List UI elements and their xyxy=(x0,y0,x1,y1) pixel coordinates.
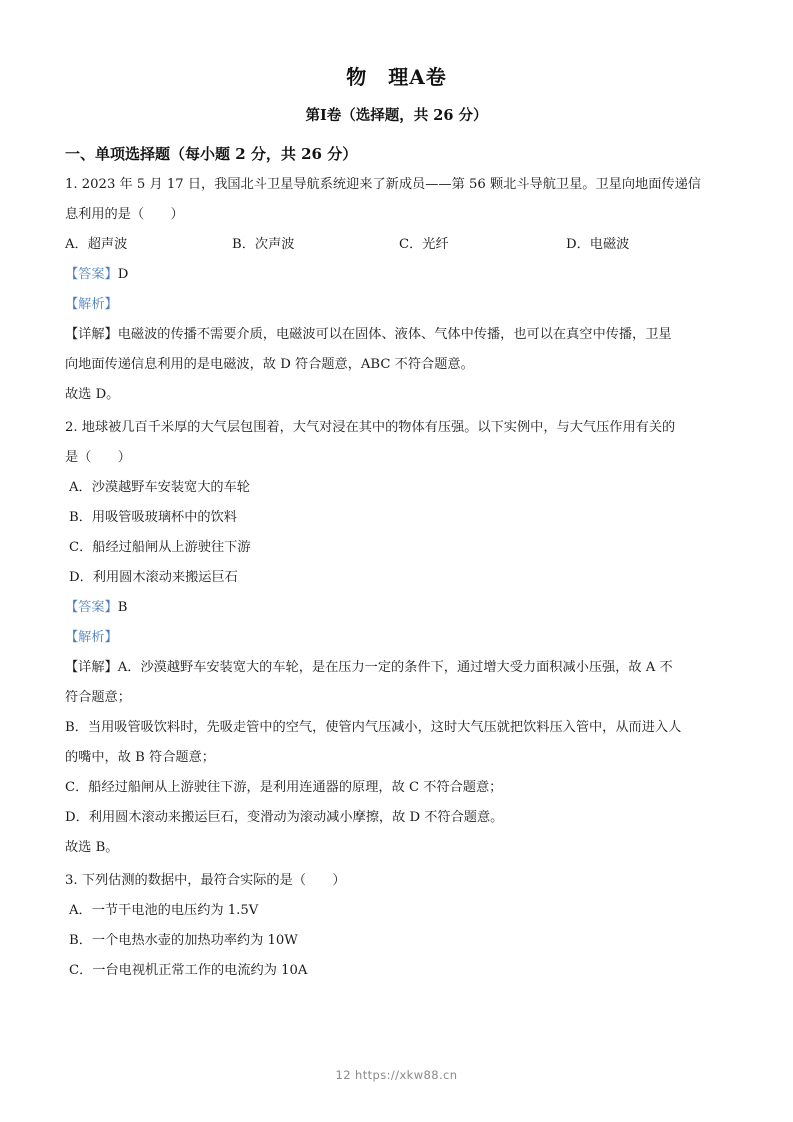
question-1-answer-value: D xyxy=(117,267,129,282)
answer-marker: 【答案】 xyxy=(65,267,118,282)
question-1-option-d[interactable]: D．电磁波 xyxy=(566,237,630,252)
question-1-option-a[interactable]: A．超声波 xyxy=(65,237,128,252)
question-2-detail-text-1: A．沙漠越野车安装宽大的车轮，是在压力一定的条件下，通过增大受力面积减小压强，故 A 不 xyxy=(117,660,673,675)
question-3-option-b[interactable]: B．一个电热水壶的加热功率约为 10W xyxy=(69,933,298,948)
question-2-option-a[interactable]: A．沙漠越野车安装宽大的车轮 xyxy=(69,480,250,495)
question-1-stem-line-1: 1. 2023 年 5 月 17 日，我国北斗卫星导航系统迎来了新成员——第 56 颗北斗导航卫星。卫星向地面传递信 xyxy=(65,177,701,192)
analysis-marker: 【解析】 xyxy=(65,297,118,312)
question-1-option-b[interactable]: B．次声波 xyxy=(232,237,295,252)
question-1-stem-line-2: 息利用的是（ ） xyxy=(65,207,184,222)
question-2-option-c[interactable]: C．船经过船闸从上游驶往下游 xyxy=(69,540,251,555)
question-2-detail-line-5: C．船经过船闸从上游驶往下游，是利用连通器的原理，故 C 不符合题意； xyxy=(65,780,503,795)
page-footer-watermark: 12 https://xkw88.cn xyxy=(335,1068,458,1082)
question-2-answer-line xyxy=(65,593,728,623)
question-2 xyxy=(65,410,728,863)
answer-marker: 【答案】 xyxy=(65,600,118,615)
question-1-answer-line xyxy=(65,260,728,290)
question-2-answer-value: B xyxy=(117,600,128,615)
analysis-marker: 【解析】 xyxy=(65,630,118,645)
section-heading-multiple-choice: 一、单项选择题（每小题 2 分，共 26 分） xyxy=(65,145,358,163)
question-2-option-b[interactable]: B．用吸管吸玻璃杯中的饮料 xyxy=(69,510,237,525)
question-2-option-d[interactable]: D．利用圆木滚动来搬运巨石 xyxy=(69,570,238,585)
question-1-detail-line-3: 故选 D。 xyxy=(65,387,120,402)
question-1 xyxy=(65,167,728,410)
question-2-detail-line-3: B．当用吸管吸饮料时，先吸走管中的空气，使管内气压减小，这时大气压就把饮料压入管中，从而进入人 xyxy=(65,720,682,735)
question-3-option-a[interactable]: A．一节干电池的电压约为 1.5V xyxy=(69,903,259,918)
question-2-detail-line-4: 的嘴中，故 B 符合题意； xyxy=(65,750,215,765)
question-1-analysis-marker-line xyxy=(65,290,728,320)
question-1-detail-text-1: 电磁波的传播不需要介质，电磁波可以在固体、液体、气体中传播，也可以在真空中传播，卫星 xyxy=(117,327,672,342)
question-3-option-c[interactable]: C．一台电视机正常工作的电流约为 10A xyxy=(69,963,308,978)
question-2-detail-line-7: 故选 B。 xyxy=(65,840,119,855)
question-2-analysis-marker-line xyxy=(65,623,728,653)
detail-marker: 【详解】 xyxy=(65,327,118,342)
question-1-options xyxy=(65,230,728,260)
question-3 xyxy=(65,863,728,986)
question-2-detail-line-2: 符合题意； xyxy=(65,690,131,705)
question-1-option-c[interactable]: C．光纤 xyxy=(399,237,449,252)
detail-marker: 【详解】 xyxy=(65,660,118,675)
question-2-stem-line-1: 2. 地球被几百千米厚的大气层包围着，大气对浸在其中的物体有压强。以下实例中，与大气压作用有关的 xyxy=(65,420,676,435)
paper-part-subtitle: 第Ⅰ卷（选择题，共 26 分） xyxy=(305,107,488,124)
question-3-stem-line-1: 3. 下列估测的数据中，最符合实际的是（ ） xyxy=(65,873,346,888)
question-2-detail-line-1 xyxy=(65,653,728,683)
question-1-detail-line-2: 向地面传递信息利用的是电磁波，故 D 符合题意，ABC 不符合题意。 xyxy=(65,357,474,372)
page-title: 物 理A卷 xyxy=(346,65,447,89)
question-2-detail-line-6: D．利用圆木滚动来搬运巨石，变滑动为滚动减小摩擦，故 D 不符合题意。 xyxy=(65,810,504,825)
question-2-stem-line-2: 是（ ） xyxy=(65,450,131,465)
question-1-detail-line-1 xyxy=(65,320,728,350)
